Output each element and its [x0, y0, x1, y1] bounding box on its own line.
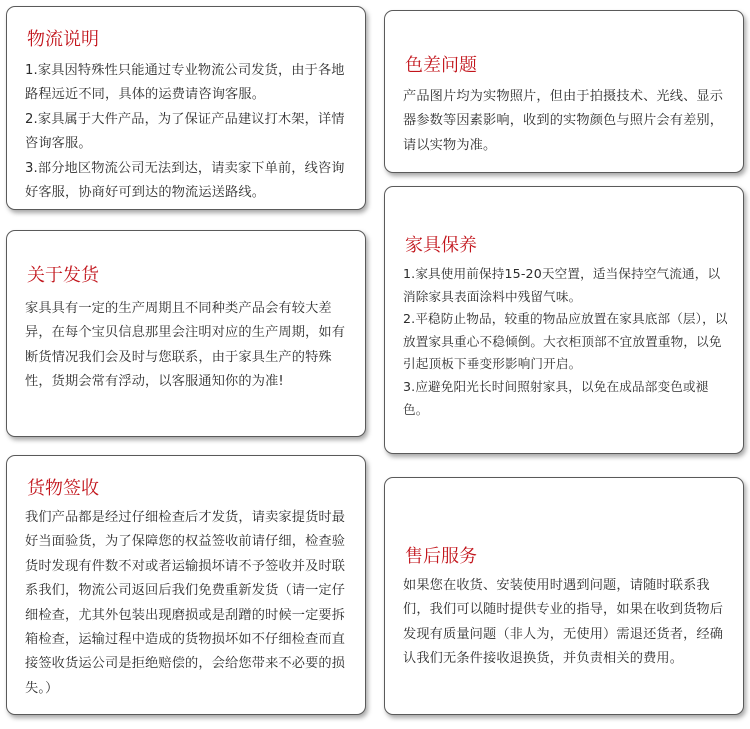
logistics-card — [6, 6, 366, 210]
receipt-body — [25, 506, 351, 701]
care-card — [384, 186, 744, 454]
after-sales-title: 售后服务 — [405, 542, 477, 568]
after-sales-line-1: 如果您在收货、安装使用时遇到问题，请随时联系我们，我们可以随时提供专业的指导，如果在收到货物后发现有质量问题（非人为，无使用）需退还货者，经确认我们无条件接收退换货，并负责相关的费用。 — [403, 578, 724, 667]
shipping-body — [25, 297, 351, 395]
care-line-3: 3.应避免阳光长时间照射家具，以免在成品部变色或褪色。 — [403, 378, 709, 417]
care-body — [403, 263, 729, 421]
shipping-title: 关于发货 — [27, 261, 99, 287]
after-sales-card — [384, 477, 744, 715]
logistics-line-1: 1.家具因特殊性只能通过专业物流公司发货，由于各地路程远近不同，具体的运费请咨询客服。 — [25, 63, 345, 103]
receipt-title: 货物签收 — [27, 474, 99, 500]
color-diff-card — [384, 10, 744, 173]
care-line-2: 2.平稳防止物品，较重的物品应放置在家具底部（层），以放置家具重心不稳倾倒。大衣柜顶部不宜放置重物，以免引起顶板下垂变形影响门开启。 — [403, 311, 728, 372]
logistics-line-2: 2.家具属于大件产品，为了保证产品建议打木架，详情咨询客服。 — [25, 111, 345, 152]
receipt-line-1: 我们产品都是经过仔细检查后才发货，请卖家提货时最好当面验货，为了保障您的权益签收前请仔细，检查验货时发现有件数不对或者运输损坏请不予签收并及时联系我们，物流公司返回后我们免费重新发货（请一定仔细检查，尤其外包装出现磨损或是刮蹭的时候一定要拆箱检查，运输过程中造成的货物损坏如不仔细检查而直接签收货运公司是拒绝赔偿的，会给您带来不必要的损失。） — [25, 510, 346, 696]
care-title: 家具保养 — [405, 231, 477, 257]
shipping-card — [6, 230, 366, 437]
color-diff-line-1: 产品图片均为实物照片，但由于拍摄技术、光线、显示器参数等因素影响，收到的实物颜色与照片会有差别，请以实物为准。 — [403, 89, 724, 153]
logistics-line-3: 3.部分地区物流公司无法到达，请卖家下单前，线咨询好客服，协商好可到达的物流运送路线。 — [25, 160, 345, 201]
after-sales-body — [403, 574, 729, 672]
logistics-body — [25, 59, 351, 205]
shipping-line-1: 家具具有一定的生产周期且不同种类产品会有较大差异，在每个宝贝信息那里会注明对应的生产周期，如有断货情况我们会及时与您联系，由于家具生产的特殊性，货期会常有浮动，以客服通知你的为准! — [25, 301, 346, 390]
receipt-card — [6, 455, 366, 715]
color-diff-title: 色差问题 — [405, 51, 477, 77]
care-line-1: 1.家具使用前保持15-20天空置，适当保持空气流通，以消除家具表面涂料中残留气味。 — [403, 266, 721, 304]
logistics-title: 物流说明 — [27, 25, 99, 51]
color-diff-body — [403, 85, 729, 158]
